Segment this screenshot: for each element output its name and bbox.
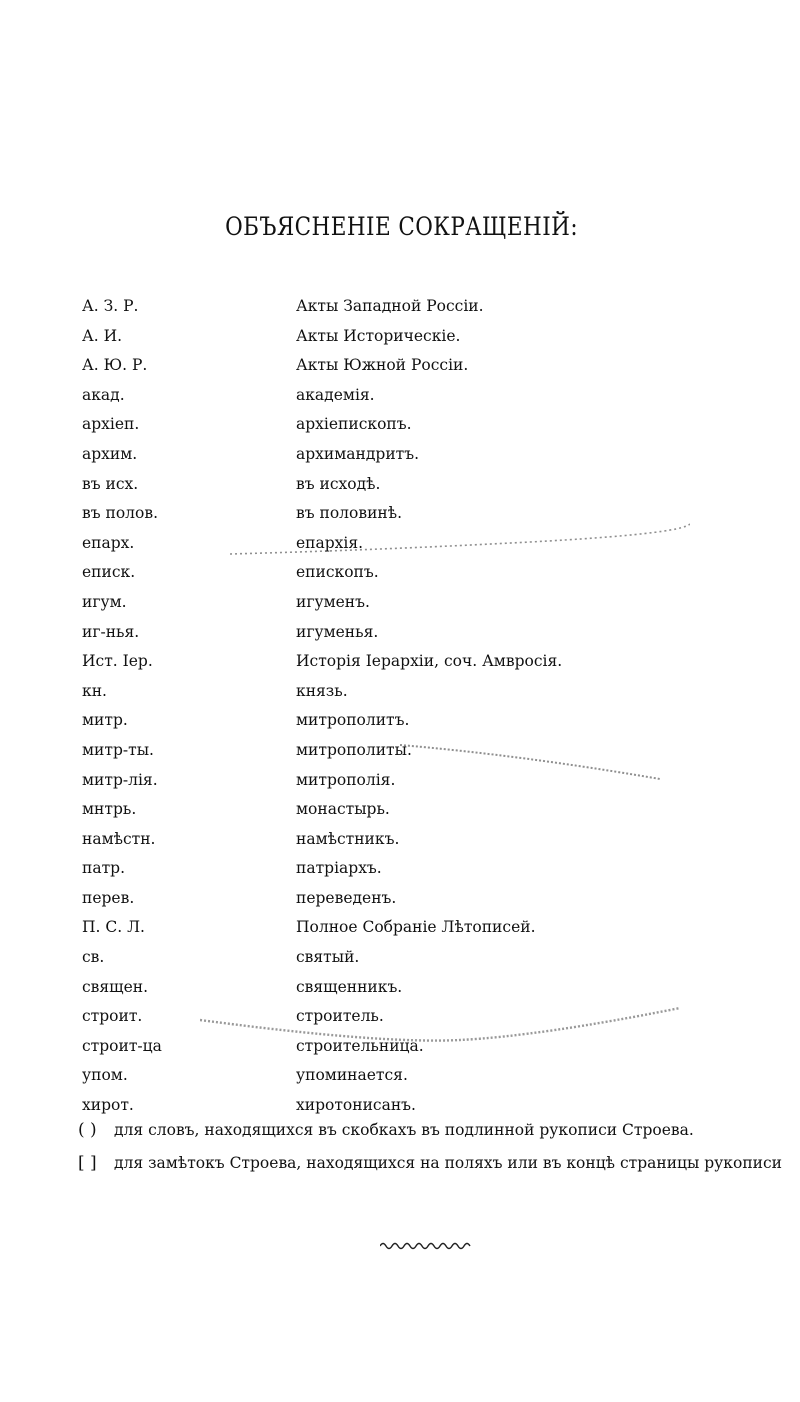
abbreviation-meaning: Полное Собраніе Лѣтописей. xyxy=(296,918,536,937)
note-bracket-symbol: [ ] xyxy=(78,1153,97,1173)
abbreviation: архіеп. xyxy=(82,415,140,434)
list-item xyxy=(0,618,800,648)
abbreviation: П. С. Л. xyxy=(82,918,145,937)
abbreviation: священ. xyxy=(82,977,149,996)
list-item xyxy=(0,410,800,440)
list-item xyxy=(0,529,800,559)
abbreviation-meaning: епархія. xyxy=(296,533,364,552)
abbreviation-meaning: епископъ. xyxy=(296,563,379,582)
abbreviation-meaning: монастырь. xyxy=(296,800,390,819)
list-item xyxy=(0,1002,800,1032)
list-item xyxy=(0,647,800,677)
list-item xyxy=(0,440,800,470)
abbreviation-meaning: хиротонисанъ. xyxy=(296,1096,416,1115)
list-item xyxy=(0,973,800,1003)
abbreviation: митр-ты. xyxy=(82,740,154,759)
list-item xyxy=(0,1091,800,1121)
list-item xyxy=(0,854,800,884)
abbreviation: св. xyxy=(82,948,105,967)
abbreviation: архим. xyxy=(82,444,138,463)
abbreviation: игум. xyxy=(82,592,127,611)
list-item xyxy=(0,499,800,529)
abbreviation-meaning: князь. xyxy=(296,681,348,700)
list-item xyxy=(0,292,800,322)
abbreviation: хирот. xyxy=(82,1096,134,1115)
list-item xyxy=(0,1061,800,1091)
list-item xyxy=(0,677,800,707)
abbreviation-meaning: строитель. xyxy=(296,1007,384,1026)
list-item xyxy=(0,1032,800,1062)
abbreviation: кн. xyxy=(82,681,107,700)
abbreviation-meaning: переведенъ. xyxy=(296,888,397,907)
wavy-divider-ornament xyxy=(380,1240,472,1252)
abbreviation: митр-лія. xyxy=(82,770,158,789)
abbreviation: строит-ца xyxy=(82,1036,162,1055)
abbreviation-meaning: упоминается. xyxy=(296,1066,408,1085)
abbreviation-meaning: патріархъ. xyxy=(296,859,382,878)
abbreviation: строит. xyxy=(82,1007,143,1026)
abbreviation-meaning: строительница. xyxy=(296,1036,424,1055)
abbreviation: еписк. xyxy=(82,563,136,582)
list-item xyxy=(0,322,800,352)
abbreviation-meaning: митрополитъ. xyxy=(296,711,410,730)
abbreviation-meaning: Исторія Іерархіи, соч. Амвросія. xyxy=(296,652,563,671)
abbreviation-meaning: архимандритъ. xyxy=(296,444,420,463)
list-item xyxy=(0,381,800,411)
abbreviation-list xyxy=(0,292,800,1121)
abbreviation-meaning: игуменъ. xyxy=(296,592,370,611)
abbreviation-meaning: игуменья. xyxy=(296,622,379,641)
abbreviation: упом. xyxy=(82,1066,128,1085)
abbreviation-meaning: митрополиты. xyxy=(296,740,412,759)
list-item xyxy=(0,795,800,825)
abbreviation: иг-нья. xyxy=(82,622,140,641)
abbreviation: Ист. Іер. xyxy=(82,652,153,671)
note-text: для словъ, находящихся въ скобкахъ въ подлинной рукописи Строева. xyxy=(114,1121,694,1139)
abbreviation: митр. xyxy=(82,711,128,730)
list-item xyxy=(0,943,800,973)
abbreviation: А. Ю. Р. xyxy=(82,356,148,375)
list-item xyxy=(0,825,800,855)
abbreviation-meaning: священникъ. xyxy=(296,977,403,996)
abbreviation-meaning: намѣстникъ. xyxy=(296,829,400,848)
abbreviation: въ исх. xyxy=(82,474,139,493)
abbreviation-meaning: архіепископъ. xyxy=(296,415,412,434)
abbreviation: мнтрь. xyxy=(82,800,137,819)
note-bracket-symbol: ( ) xyxy=(78,1120,97,1140)
page-title: ОБЪЯСНЕНІЕ СОКРАЩЕНІЙ: xyxy=(225,212,579,241)
abbreviation-meaning: митрополія. xyxy=(296,770,396,789)
abbreviation-meaning: въ половинѣ. xyxy=(296,504,403,523)
abbreviation: епарх. xyxy=(82,533,135,552)
abbreviation: перев. xyxy=(82,888,135,907)
abbreviation-meaning: въ исходѣ. xyxy=(296,474,381,493)
list-item xyxy=(0,884,800,914)
note-text: для замѣтокъ Строева, находящихся на поляхъ или въ концѣ страницы рукописи xyxy=(114,1154,782,1172)
note-square-brackets xyxy=(78,1153,782,1173)
list-item xyxy=(0,913,800,943)
abbreviation-meaning: академія. xyxy=(296,385,375,404)
note-parentheses xyxy=(78,1120,694,1140)
abbreviation: А. З. Р. xyxy=(82,297,139,315)
abbreviation: патр. xyxy=(82,859,125,878)
list-item xyxy=(0,766,800,796)
abbreviation-meaning: Акты Историческіе. xyxy=(296,326,461,345)
abbreviation: акад. xyxy=(82,385,125,404)
list-item xyxy=(0,558,800,588)
abbreviation: А. И. xyxy=(82,326,123,345)
abbreviation-meaning: святый. xyxy=(296,948,360,967)
list-item xyxy=(0,588,800,618)
list-item xyxy=(0,470,800,500)
abbreviation-meaning: Акты Западной Россіи. xyxy=(296,297,484,315)
abbreviation-meaning: Акты Южной Россіи. xyxy=(296,356,469,375)
list-item xyxy=(0,736,800,766)
list-item xyxy=(0,706,800,736)
abbreviation: намѣстн. xyxy=(82,829,156,848)
abbreviation: въ полов. xyxy=(82,504,159,523)
list-item xyxy=(0,351,800,381)
